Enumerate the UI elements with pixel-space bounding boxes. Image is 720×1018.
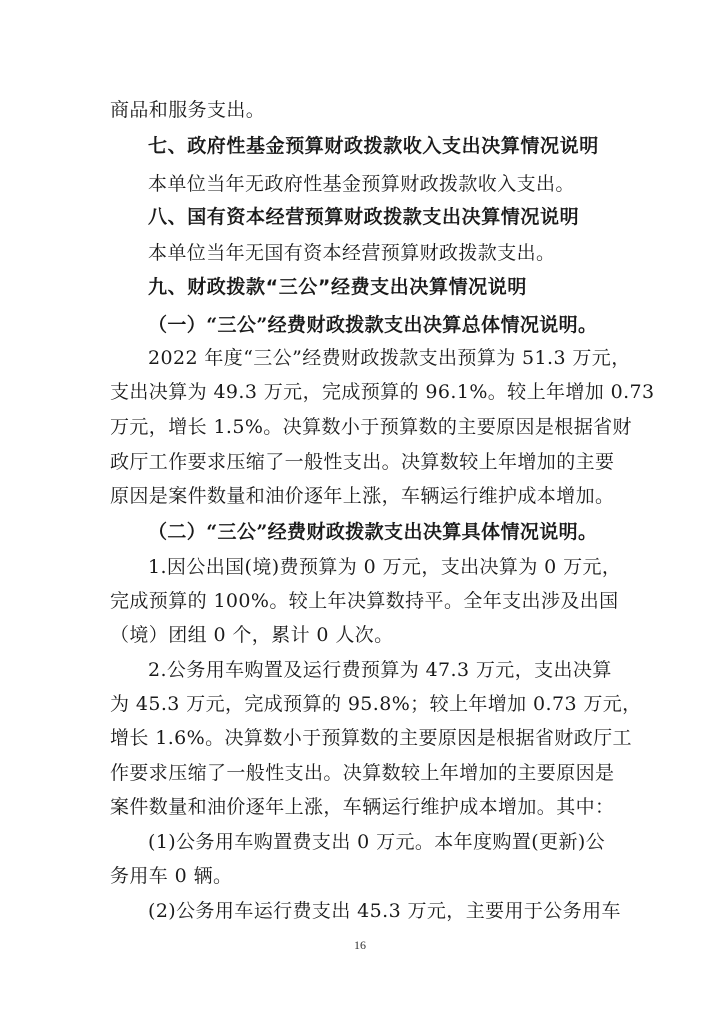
paragraph-line: 增长 1.6%。决算数小于预算数的主要原因是根据省财政厅工 [110, 727, 632, 749]
section-heading-7: 七、政府性基金预算财政拨款收入支出决算情况说明 [148, 135, 599, 157]
paragraph-line: 2.公务用车购置及运行费预算为 47.3 万元，支出决算 [148, 659, 612, 681]
paragraph-line: 万元，增长 1.5%。决算数小于预算数的主要原因是根据省财 [110, 416, 632, 438]
subsection-heading-2: （二）“三公”经费财政拨款支出决算具体情况说明。 [148, 521, 598, 543]
section-heading-8: 八、国有资本经营预算财政拨款支出决算情况说明 [148, 206, 580, 228]
paragraph-line: 完成预算的 100%。较上年决算数持平。全年支出涉及出国 [110, 590, 619, 612]
paragraph-line: 务用车 0 辆。 [110, 865, 233, 887]
paragraph-line: 1.因公出国(境)费预算为 0 万元，支出决算为 0 万元， [148, 556, 622, 578]
paragraph-line: 商品和服务支出。 [110, 99, 266, 121]
paragraph-line: 政厅工作要求压缩了一般性支出。决算数较上年增加的主要 [110, 451, 615, 473]
paragraph-line: (2)公务用车运行费支出 45.3 万元，主要用于公务用车 [148, 900, 621, 922]
paragraph-line: 支出决算为 49.3 万元，完成预算的 96.1%。较上年增加 0.73 [110, 381, 655, 403]
paragraph-line: 为 45.3 万元，完成预算的 95.8%；较上年增加 0.73 万元， [110, 693, 642, 715]
section-heading-9: 九、财政拨款“三公”经费支出决算情况说明 [148, 276, 527, 298]
paragraph-line: (1)公务用车购置费支出 0 万元。本年度购置(更新)公 [148, 831, 606, 853]
subsection-heading-1: （一）“三公”经费财政拨款支出决算总体情况说明。 [148, 314, 598, 336]
paragraph-line: 本单位当年无国有资本经营预算财政拨款支出。 [148, 242, 556, 264]
paragraph-line: 原因是案件数量和油价逐年上涨，车辆运行维护成本增加。 [110, 485, 615, 507]
paragraph-line: 本单位当年无政府性基金预算财政拨款收入支出。 [148, 173, 575, 195]
paragraph-line: （境）团组 0 个，累计 0 人次。 [110, 624, 394, 646]
paragraph-line: 2022 年度“三公”经费财政拨款支出预算为 51.3 万元， [148, 347, 631, 369]
paragraph-line: 案件数量和油价逐年上涨，车辆运行维护成本增加。其中： [110, 796, 615, 818]
page-number: 16 [354, 938, 366, 952]
paragraph-line: 作要求压缩了一般性支出。决算数较上年增加的主要原因是 [110, 762, 615, 784]
